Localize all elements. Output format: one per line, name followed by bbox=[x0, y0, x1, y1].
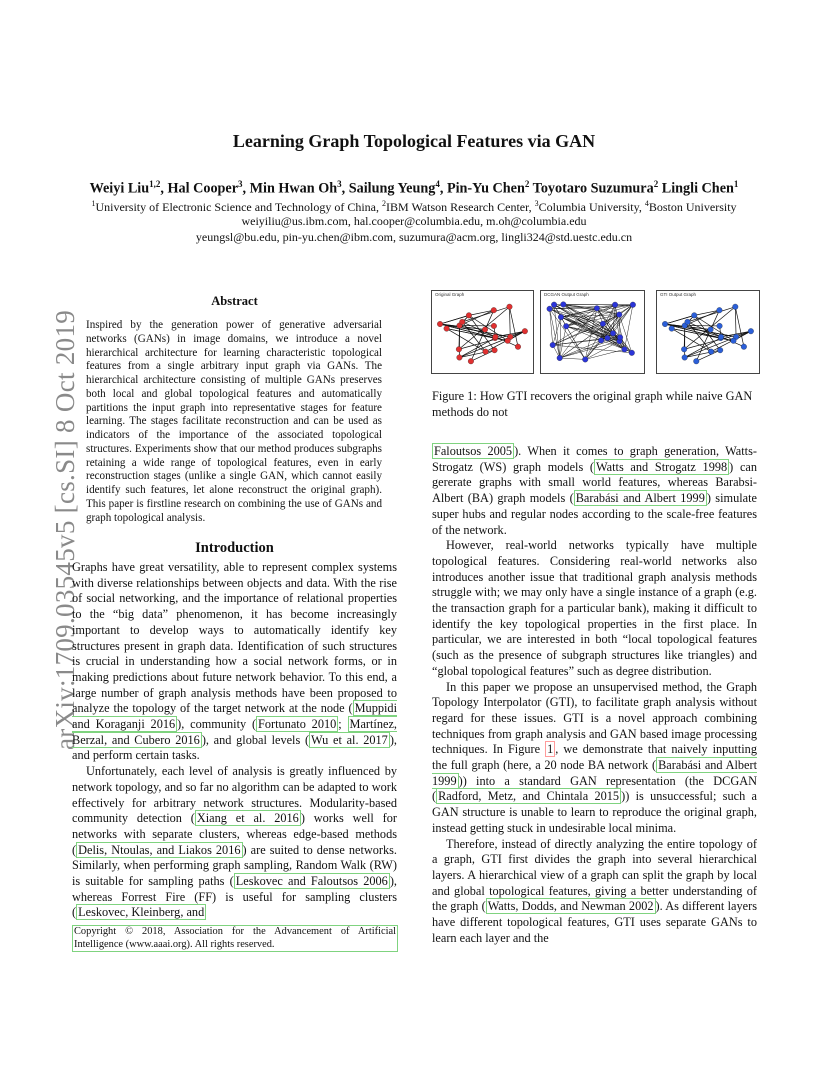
graph-edge bbox=[459, 350, 494, 357]
citation-link[interactable]: Watts and Strogatz 1998 bbox=[596, 459, 728, 474]
copyright-notice[interactable]: Copyright © 2018, Association for the Advancement of Artificial Intelligence (www.aaai.org). All rights reserved. bbox=[72, 925, 398, 952]
gti-graph-plot bbox=[657, 291, 759, 373]
graph-node bbox=[718, 334, 724, 340]
left-column-body bbox=[72, 560, 397, 921]
graph-node bbox=[522, 328, 528, 334]
author-name: Pin-Yu Chen bbox=[446, 180, 525, 197]
body-text: ), and perform certain tasks. bbox=[72, 732, 397, 763]
citation-link[interactable]: Fortunato 2010 bbox=[258, 717, 337, 732]
body-text: Therefore, instead of directly analyzing the entire topology of a graph, GTI first divides the graph into several hierarchical layers. A hierarchical view of a graph can split the graph by local and global topological features, giving a better understanding of the graph ( bbox=[432, 836, 757, 914]
author-affiliation-mark: 2 bbox=[653, 179, 659, 189]
graph-node bbox=[551, 302, 557, 308]
graph-node bbox=[594, 306, 600, 312]
author-affiliation-mark: 1,2 bbox=[149, 179, 161, 189]
graph-node bbox=[669, 326, 675, 332]
graph-node bbox=[691, 313, 697, 319]
graph-node bbox=[685, 319, 691, 325]
graph-node bbox=[682, 355, 688, 361]
graph-node bbox=[612, 302, 618, 308]
body-text: Graphs have great versatility, able to represent complex systems with diverse relationships between objects and data. With the rise of social networking, and the importance of relational properties to the “big data” phenomenon, it has become increasingly important to develop ways to automatically identify key structures present in graph data. Identification of such structures is crucial in understanding how a social network forms, or in making predictions about future network behavior. To this end, a large number of graph analysis methods have been proposed to analyze the topology of the target network at the node ( bbox=[72, 560, 397, 716]
panel-label: GTI Output Graph bbox=[660, 292, 697, 297]
graph-node bbox=[708, 349, 714, 355]
graph-node bbox=[617, 335, 623, 341]
citation-link[interactable]: Radford, Metz, and Chintala 2015 bbox=[438, 789, 620, 804]
citation-link[interactable]: Wu et al. 2017 bbox=[311, 732, 388, 747]
graph-node bbox=[505, 338, 511, 344]
graph-node bbox=[437, 321, 443, 327]
body-text: ). As different layers have different topological features, GTI uses separate GANs to learn each layer and the bbox=[432, 899, 757, 945]
author-affiliation-mark: 2 bbox=[524, 179, 530, 189]
affiliation-name: Boston University bbox=[648, 200, 737, 214]
graph-node bbox=[616, 312, 622, 318]
author-affiliation-mark: 3 bbox=[238, 179, 243, 189]
author-affiliation-mark: 1 bbox=[733, 179, 739, 189]
graph-node bbox=[492, 347, 498, 353]
affiliation-mark: 3 bbox=[534, 199, 539, 208]
intro-paragraph-2 bbox=[72, 764, 397, 921]
citation-link[interactable]: Leskovec and Faloutsos 2006 bbox=[235, 874, 388, 889]
graph-node bbox=[610, 330, 616, 336]
author-name: Weiyi Liu bbox=[89, 180, 150, 197]
graph-node bbox=[681, 346, 687, 352]
body-text: ), whereas Forrest Fire (FF) is useful for sampling clusters ( bbox=[72, 874, 397, 920]
graph-node bbox=[622, 347, 628, 353]
graph-node bbox=[558, 314, 564, 320]
graph-node bbox=[741, 344, 747, 350]
graph-node bbox=[561, 302, 567, 308]
affiliation-name: IBM Watson Research Center, bbox=[386, 200, 535, 214]
graph-edge bbox=[550, 309, 553, 345]
body-text: ), and global levels ( bbox=[201, 732, 310, 747]
graph-node bbox=[557, 355, 563, 361]
citation-link[interactable]: Watts, Dodds, and Newman 2002 bbox=[487, 899, 654, 914]
graph-node bbox=[708, 327, 714, 333]
graph-node bbox=[482, 327, 488, 333]
right-paragraph-3 bbox=[432, 680, 757, 837]
figure-caption: Figure 1: How GTI recovers the original graph while naive GAN methods do not bbox=[432, 389, 753, 419]
graph-edge bbox=[509, 307, 517, 347]
graph-node bbox=[459, 319, 465, 325]
graph-node bbox=[717, 323, 723, 329]
graph-node bbox=[491, 323, 497, 329]
graph-node bbox=[493, 334, 499, 340]
dcgan-graph-panel bbox=[540, 290, 645, 374]
author-name: Min Hwan Oh bbox=[249, 180, 338, 197]
arxiv-stamp bbox=[8, 309, 80, 750]
figure-reference-link[interactable]: 1 bbox=[547, 742, 554, 757]
body-text: )) into a standard GAN representation (the DCGAN ( bbox=[432, 773, 757, 804]
citation-link[interactable]: Delis, Ntoulas, and Liakos 2016 bbox=[78, 842, 241, 857]
author-name: Toyotaro Suzumura bbox=[532, 180, 654, 197]
graph-edge bbox=[585, 349, 624, 359]
email-line-1: weiyiliu@us.ibm.com, hal.cooper@columbia.edu, m.oh@columbia.edu bbox=[241, 214, 587, 228]
graph-node bbox=[662, 321, 668, 327]
graph-node bbox=[629, 350, 635, 356]
body-text: In this paper we propose an unsupervised method, the Graph Topology Interpolator (GTI), to facilitate graph analysis without regard for these issues. GTI is a novel approach combining techniques from graph analysis and GAN based image processing techniques. In Figure bbox=[432, 679, 757, 757]
body-text: ). When it comes to graph generation, Watts-Strogatz (WS) graph models ( bbox=[432, 444, 757, 474]
abstract-heading: Abstract bbox=[211, 294, 258, 308]
citation-link[interactable]: Muppidi and Koraganji 2016 bbox=[72, 701, 397, 732]
introduction-heading: Introduction bbox=[195, 540, 274, 556]
email-line-2: yeungsl@bu.edu, pin-yu.chen@ibm.com, suzumura@acm.org, lingli324@std.uestc.edu.cn bbox=[195, 230, 633, 244]
graph-edge bbox=[560, 358, 586, 359]
graph-node bbox=[600, 321, 606, 327]
graph-node bbox=[483, 349, 489, 355]
right-paragraph-4 bbox=[432, 837, 757, 947]
graph-node bbox=[598, 338, 604, 344]
graph-node bbox=[693, 358, 699, 364]
citation-link[interactable]: Barabási and Albert 1999 bbox=[432, 758, 758, 788]
graph-node bbox=[605, 335, 611, 341]
graph-node bbox=[444, 326, 450, 332]
author-affiliation-mark: 3 bbox=[337, 179, 342, 189]
graph-node bbox=[507, 304, 513, 310]
affiliation-name: Columbia University, bbox=[538, 200, 645, 214]
right-paragraph-1 bbox=[432, 444, 757, 538]
graph-node bbox=[468, 358, 474, 364]
gti-graph-panel bbox=[656, 290, 760, 374]
graph-node bbox=[466, 313, 472, 319]
graph-edge bbox=[560, 341, 620, 358]
citation-link[interactable]: Leskovec, Kleinberg, and bbox=[78, 905, 205, 920]
body-text: ), community ( bbox=[177, 717, 257, 732]
graph-node bbox=[732, 304, 738, 310]
body-text: ) simulate super hubs and regular nodes according to the scale-free features of the network. bbox=[432, 491, 757, 537]
right-paragraph-2 bbox=[432, 538, 757, 679]
author-name: Hal Cooper bbox=[167, 180, 239, 197]
affiliation-mark: 4 bbox=[644, 199, 649, 208]
author-name: Lingli Chen bbox=[661, 180, 734, 197]
body-text: )) is unsuccessful; such a GAN structure is unable to learn to reproduce the original graph, instead getting stuck in undesirable local minima. bbox=[432, 789, 757, 835]
body-text: Unfortunately, each level of analysis is greatly influenced by network topology, and so far no algorithm can be adapted to work effectively for arbitrary network structures. Modularity-based community detection ( bbox=[72, 764, 397, 826]
affiliation-mark: 2 bbox=[382, 199, 386, 208]
graph-node bbox=[630, 302, 636, 308]
panel-label: Original Graph bbox=[435, 292, 465, 297]
body-text: ) are suited to dense networks. Similarly, when performing graph sampling, Random Walk (RW) is suitable for sampling paths ( bbox=[72, 842, 397, 889]
body-text: ) can gererate graphs with small world features, whereas Barabsi-Albert (BA) graph models ( bbox=[432, 459, 758, 506]
graph-node bbox=[515, 344, 521, 350]
body-text: ) works well for networks with separate clusters, whereas edge-based methods ( bbox=[72, 811, 398, 857]
dcgan-graph-plot bbox=[541, 291, 644, 373]
original-graph-panel bbox=[431, 290, 534, 374]
graph-node bbox=[731, 338, 737, 344]
graph-node bbox=[456, 346, 462, 352]
intro-paragraph-1 bbox=[72, 560, 397, 764]
graph-node bbox=[563, 323, 569, 329]
affiliation-mark: 1 bbox=[91, 199, 96, 208]
panel-label: DCGAN Output Graph bbox=[544, 292, 589, 297]
citation-link[interactable]: Xiang et al. 2016 bbox=[196, 811, 299, 826]
citation-link[interactable]: Barabási and Albert 1999 bbox=[575, 491, 705, 506]
paper-title: Learning Graph Topological Features via GAN bbox=[232, 131, 596, 151]
affiliations bbox=[0, 199, 828, 215]
graph-node bbox=[547, 306, 553, 312]
graph-node bbox=[717, 347, 723, 353]
author-list: Weiyi Liu$^{1,2}$, Hal Cooper$^3$, Min Hwan Oh$^3$, Sailung Yeung$^4$, Pin-Yu Chen$^2$ Toyotaro Suzumura$^2$ Lingli Chen$^1$ bbox=[89, 179, 739, 197]
graph-node bbox=[582, 357, 588, 363]
graph-edge bbox=[735, 307, 744, 347]
author-affiliation-mark: 4 bbox=[435, 179, 440, 189]
graph-node bbox=[748, 328, 754, 334]
author-name: Sailung Yeung bbox=[348, 180, 436, 197]
citation-link[interactable]: Faloutsos 2005 bbox=[434, 444, 513, 458]
abstract-text: Inspired by the generation power of generative adversarial networks (GANs) in image domains, we introduce a novel hierarchical architecture for learning characteristic topological features from a single arbitrary input graph via GANs. The hierarchical architecture consisting of multiple GANs preserves both local and global topological features and automatically partitions the input graph into representative stages for feature learning. The stages facilitate reconstruction and can be used as indicators of the importance of the associated topological structures. Experiments show that our method produces subgraphs retaining a wide range of topological features, even in early reconstruction stages (unlike a single GAN, which cannot easily identify such features, let alone reconstruct the original graph). This paper is firstline research on combining the use of GANs and graph topological analysis. bbox=[86, 319, 382, 524]
original-graph-plot bbox=[432, 291, 533, 373]
citation-link[interactable]: Martínez, Berzal, and Cubero 2016 bbox=[72, 717, 397, 747]
right-column-body bbox=[432, 444, 757, 947]
body-text: However, real-world networks typically have multiple topological features. Considering real-world networks also introduces another issue that traditional graph analysis methods struggle with; we may only have a single instance of a graph (e.g. the transaction graph for a particular bank), making it difficult to identify the key topological properties in the first place. In particular, we are interested in both “local topological features (such as the presence of subgraph structures like triangles) and “global topological features” such as degree distribution. bbox=[432, 538, 757, 678]
graph-edge bbox=[685, 350, 721, 357]
affiliation-name: University of Electronic Science and Technology of China, bbox=[95, 200, 382, 214]
graph-node bbox=[550, 342, 556, 348]
figure-1 bbox=[431, 290, 761, 374]
graph-node bbox=[457, 355, 463, 361]
body-text: , we demonstrate that naively inputting the full graph (here, a 20 node BA network ( bbox=[432, 742, 757, 773]
graph-node bbox=[491, 307, 497, 313]
graph-node bbox=[717, 307, 723, 313]
body-text: ; bbox=[338, 717, 348, 732]
arxiv-stamp-text: arXiv:1709.03545v5 [cs.SI] 8 Oct 2019 bbox=[50, 309, 80, 750]
